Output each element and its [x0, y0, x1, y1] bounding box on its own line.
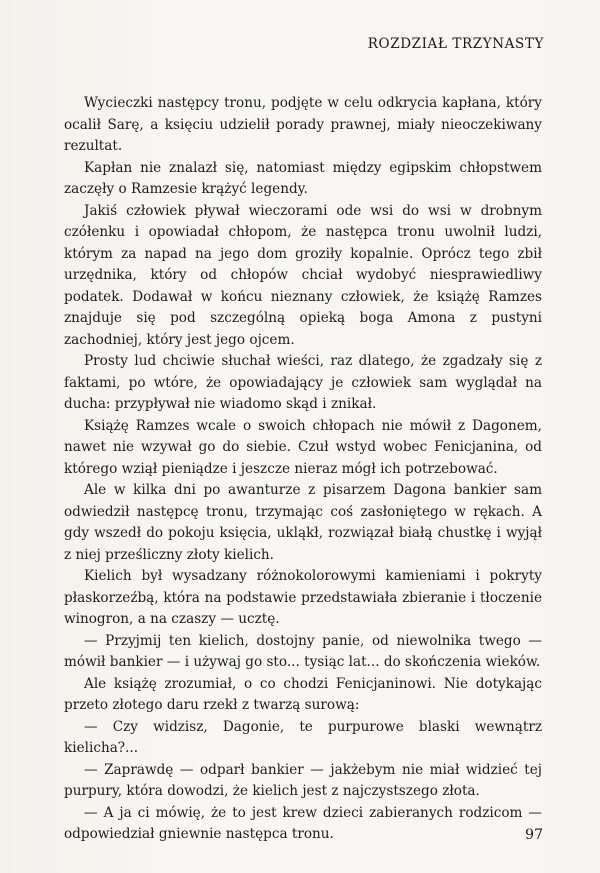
- paragraph: Jakiś człowiek pływał wieczorami ode wsi do wsi w drobnym czółenku i opowiadał chłopom, że następca tronu uwolnił ludzi, którym za napad na jego dom groziły kopalnie. Oprócz tego zbił urzędnika, który od chłopów chciał wydobyć niesprawiedliwy podatek. Dodawał w końcu nieznany człowiek, że książę Ramzes znajduje się pod szczególną opieką boga Amona z pustyni zachodniej, który jest jego ojcem.: [64, 202, 542, 348]
- chapter-header: ROZDZIAŁ TRZYNASTY: [367, 36, 544, 52]
- paragraph: Ale książę zrozumiał, o co chodzi Fenicjaninowi. Nie dotykając przeto złotego daru rzekł z twarzą surową:: [64, 675, 542, 713]
- paragraph: — A ja ci mówię, że to jest krew dzieci zabieranych rodzicom — odpowiedział gniewnie następca tronu.: [64, 804, 542, 842]
- paragraph: — Zaprawdę — odparł bankier — jakżebym nie miał widzieć tej purpury, która dowodzi, że kielich jest z najczystszego złota.: [64, 761, 542, 799]
- paragraph: Wycieczki następcy tronu, podjęte w celu odkrycia kapłana, który ocalił Sarę, a księciu udzielił porady prawnej, miały nieoczekiwany rezultat.: [64, 95, 542, 154]
- paragraph: Książę Ramzes wcale o swoich chłopach nie mówił z Dagonem, nawet nie wzywał go do siebie. Czuł wstyd wobec Fenicjanina, od którego wziął pieniądze i jeszcze nieraz mógł ich potrzebować.: [64, 417, 542, 477]
- page-number: 97: [525, 827, 543, 843]
- paragraph: Kapłan nie znalazł się, natomiast między egipskim chłopstwem zaczęły o Ramzesie krążyć legendy.: [64, 159, 542, 197]
- paragraph: Kielich był wysadzany różnokolorowymi kamieniami i pokryty płaskorzeźbą, która na podstawie przedstawiała zbieranie i tłoczenie winogron, a na czaszy — ucztę.: [64, 568, 542, 627]
- paragraph: Ale w kilka dni po awanturze z pisarzem Dagona bankier sam odwiedził następcę tronu, trzymając coś zasłoniętego w rękach. A gdy wszedł do pokoju księcia, ukląkł, rozwiązał białą chustkę i wyjął z niej prześliczny złoty kielich.: [64, 482, 542, 563]
- body-text: [64, 93, 542, 846]
- paragraph: — Przyjmij ten kielich, dostojny panie, od niewolnika twego — mówił bankier — i używaj go sto... tysiąc lat... do skończenia wieków.: [64, 632, 542, 670]
- paragraph: Prosty lud chciwie słuchał wieści, raz dlatego, że zgadzały się z faktami, po wtóre, że opowiadający je człowiek sam wyglądał na ducha: przypływał nie wiadomo skąd i znikał.: [64, 353, 542, 412]
- paragraph: — Czy widzisz, Dagonie, te purpurowe blaski wewnątrz kielicha?...: [64, 718, 542, 756]
